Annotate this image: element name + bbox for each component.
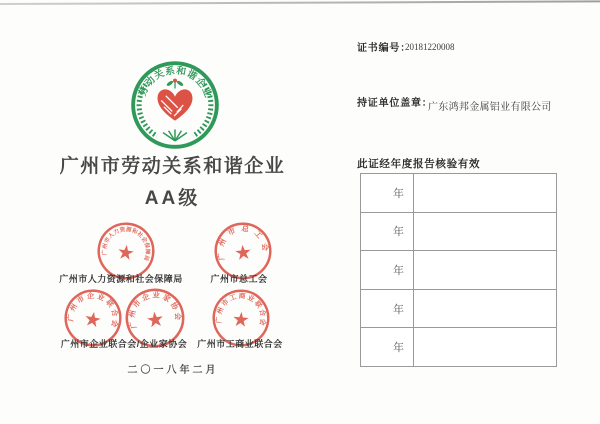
blank-cell [414,328,556,366]
year-cell [361,174,414,212]
seal-text: 广州市总工会 [215,223,271,261]
scan-edge-line [0,0,600,5]
issue-date: 二〇一八年二月 [127,365,219,376]
table-row [361,174,556,212]
year-label: 年 [393,303,404,316]
year-label: 年 [393,187,404,200]
blank-cell [414,213,556,251]
star-icon [117,244,134,261]
seal-label-enterprise-confederation: 广州市企业联合会/企业家协会 [60,339,188,349]
blank-cell [414,251,556,289]
holder-company-name: 广东鸿邦金属铝业有限公司 [428,102,552,113]
emblem-graphic [129,59,221,151]
blank-cell [414,290,556,328]
seal-label-hr-bureau: 广州市人力资源和社会保障局 [59,274,183,284]
star-icon [146,311,164,328]
blank-cell [414,174,556,212]
seal-label-trade-unions: 广州市总工会 [210,274,268,284]
seal-text: 广州市企业家协会 [127,290,183,330]
seal-text: 广州市企业联合会 [66,291,120,331]
seal-label-industry-commerce: 广州市工商业联合会 [197,339,283,349]
table-row [361,327,556,366]
year-label: 年 [393,226,404,239]
star-icon [84,311,102,328]
table-row [361,212,556,251]
emblem-ring-text: 劳动关系和谐企业 [137,65,214,100]
cert-number-label: 证书编号： [357,43,411,54]
year-cell [361,290,414,328]
star-icon [233,311,250,327]
year-label: 年 [393,342,404,355]
holder-stamp-label: 持证单位盖章： [357,98,433,109]
annual-verification-title: 此证经年度报告核验有效 [357,158,481,170]
wheat-fan [163,129,187,141]
star-icon [235,244,252,260]
year-label: 年 [393,264,404,277]
cert-number-value: 20181220008 [405,42,455,52]
table-row [361,289,556,328]
year-cell [361,251,414,289]
sprig-icon [166,79,184,89]
harmony-emblem-logo [129,59,221,151]
seal-text: 广州市人力资源和社会保障局 [102,226,150,262]
year-cell [361,213,414,251]
certificate-title: 广州市劳动关系和谐企业 [59,156,286,177]
seal-text: 广州市工商业联合会 [215,292,267,328]
annual-verification-table [360,173,557,367]
certificate-grade: AA级 [144,188,201,209]
table-row [361,250,556,289]
year-cell [361,328,414,366]
